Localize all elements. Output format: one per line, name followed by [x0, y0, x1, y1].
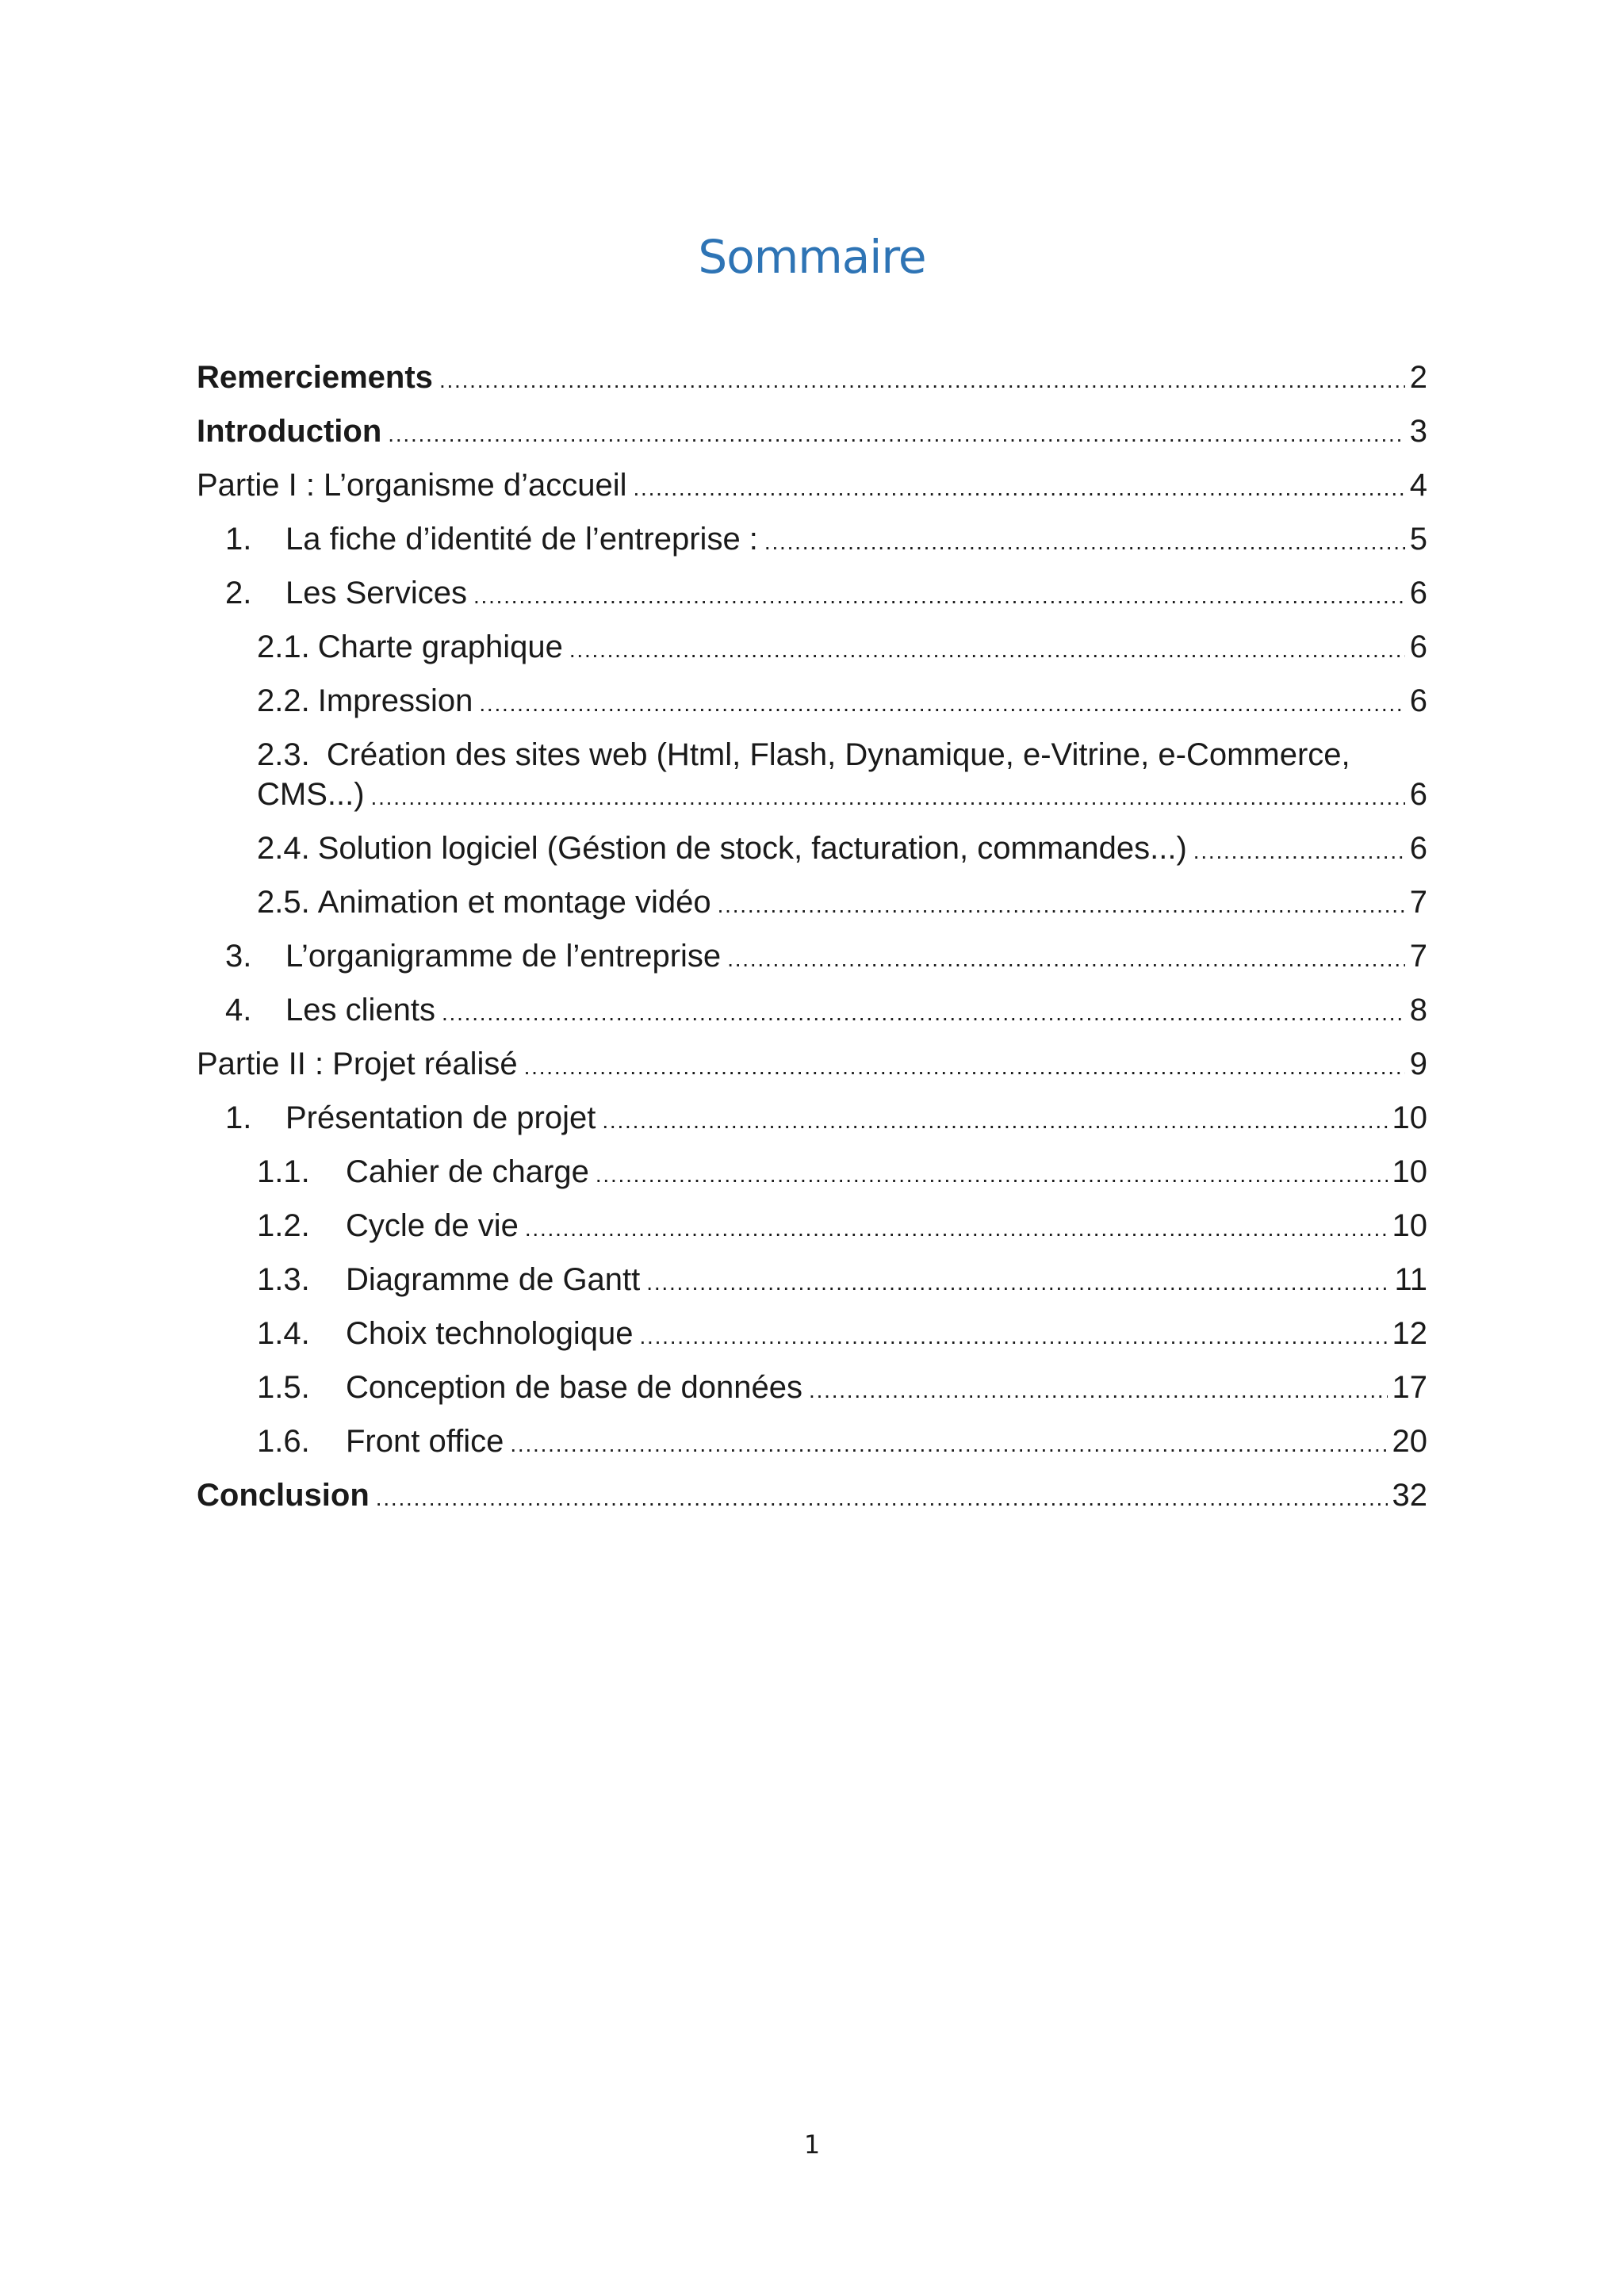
toc-entry-page: 5 — [1409, 522, 1427, 557]
dot-leader — [388, 412, 1404, 453]
toc-entry-label: Les Services — [285, 576, 467, 610]
dot-leader — [569, 628, 1405, 669]
dot-leader — [634, 466, 1405, 507]
toc-entry-page: 6 — [1409, 683, 1427, 718]
toc-entry-number: 1.2. — [257, 1208, 310, 1243]
toc-entry-label-line1: Création des sites web (Html, Flash, Dynamique, e-Vitrine, e-Commerce, — [326, 737, 1350, 772]
dot-leader — [473, 574, 1405, 615]
toc-entry-remerciements[interactable] — [197, 358, 1427, 400]
toc-entry-label: Charte graphique — [317, 629, 563, 664]
dot-leader — [442, 991, 1405, 1032]
toc-entry-page: 8 — [1409, 993, 1427, 1027]
toc-entry-number: 3. — [225, 939, 252, 974]
toc-entry-fiche-identite[interactable] — [225, 520, 1427, 561]
toc-entry-label: Remerciements — [197, 360, 433, 395]
toc-entry-impression[interactable] — [257, 682, 1427, 723]
toc-entry-solution-logiciel[interactable] — [257, 829, 1427, 871]
toc-entry-label: Conclusion — [197, 1478, 370, 1513]
toc-entry-label: Animation et montage vidéo — [317, 885, 711, 920]
toc-entry-page: 11 — [1394, 1262, 1427, 1297]
toc-entry-number: 2.2. — [257, 683, 310, 718]
toc-entry-label: Partie II : Projet réalisé — [197, 1047, 518, 1081]
dot-leader — [727, 937, 1405, 978]
toc-entry-page: 10 — [1392, 1100, 1427, 1135]
toc-entry-page: 6 — [1409, 629, 1427, 664]
toc-entry-label: Partie I : L’organisme d’accueil — [197, 468, 627, 503]
toc-entry-sites-web[interactable] — [257, 775, 1427, 817]
toc-entry-presentation-projet[interactable] — [225, 1099, 1427, 1140]
dot-leader — [371, 775, 1405, 817]
toc-entry-conclusion[interactable] — [197, 1476, 1427, 1517]
toc-entry-page: 17 — [1392, 1370, 1427, 1405]
toc-entry-organigramme[interactable] — [225, 937, 1427, 978]
toc-entry-number: 1.3. — [257, 1262, 310, 1297]
dot-leader — [524, 1045, 1405, 1086]
dot-leader — [596, 1153, 1388, 1194]
dot-leader — [479, 682, 1404, 723]
toc-entry-number: 1. — [225, 522, 252, 557]
dot-leader — [809, 1368, 1387, 1410]
toc-entry-label: Cahier de charge — [346, 1154, 589, 1189]
toc-entry-sites-web-line1[interactable] — [257, 736, 1350, 774]
toc-entry-gantt[interactable] — [257, 1261, 1427, 1302]
toc-entry-label: La fiche d’identité de l’entreprise : — [285, 522, 758, 557]
dot-leader — [525, 1207, 1388, 1248]
toc-entry-page: 32 — [1392, 1478, 1427, 1513]
toc-entry-number: 4. — [225, 993, 252, 1027]
toc-entry-page: 6 — [1409, 831, 1427, 866]
toc-entry-page: 7 — [1409, 885, 1427, 920]
toc-entry-page: 10 — [1392, 1154, 1427, 1189]
toc-entry-page: 6 — [1409, 576, 1427, 610]
dot-leader — [718, 883, 1405, 924]
toc-entry-number: 2. — [225, 576, 252, 610]
dot-leader — [439, 358, 1405, 400]
toc-entry-label: Front office — [346, 1424, 504, 1459]
toc-entry-label: L’organigramme de l’entreprise — [285, 939, 722, 974]
toc-entry-cycle-vie[interactable] — [257, 1207, 1427, 1248]
dot-leader — [639, 1314, 1387, 1356]
toc-entry-partie-1[interactable] — [197, 466, 1427, 507]
toc-entry-number: 1.6. — [257, 1424, 310, 1459]
toc-entry-label: Solution logiciel (Géstion de stock, facturation, commandes...) — [317, 831, 1187, 866]
page-number: 1 — [803, 2130, 821, 2160]
toc-entry-page: 7 — [1409, 939, 1427, 974]
toc-entry-number: 1. — [225, 1100, 252, 1135]
toc-entry-number: 1.5. — [257, 1370, 310, 1405]
dot-leader — [376, 1476, 1388, 1517]
toc-entry-page: 20 — [1392, 1424, 1427, 1459]
toc-entry-page: 2 — [1409, 360, 1427, 395]
toc-entry-page: 4 — [1409, 468, 1427, 503]
toc-entry-label: CMS...) — [257, 777, 365, 812]
toc-entry-page: 10 — [1392, 1208, 1427, 1243]
toc-entry-page: 6 — [1409, 777, 1427, 812]
toc-entry-label: Conception de base de données — [346, 1370, 803, 1405]
toc-entry-label: Impression — [317, 683, 473, 718]
toc-entry-number: 2.4. — [257, 831, 310, 866]
toc-entry-page: 3 — [1409, 414, 1427, 449]
page-title: Sommaire — [698, 230, 926, 284]
toc-entry-label: Diagramme de Gantt — [346, 1262, 641, 1297]
dot-leader — [1193, 829, 1405, 871]
toc-entry-animation-video[interactable] — [257, 883, 1427, 924]
toc-entry-label: Introduction — [197, 414, 382, 449]
toc-entry-label: Les clients — [285, 993, 435, 1027]
toc-entry-cahier-charge[interactable] — [257, 1153, 1427, 1194]
toc-entry-number: 2.1. — [257, 629, 310, 664]
toc-entry-introduction[interactable] — [197, 412, 1427, 453]
toc-entry-choix-technologique[interactable] — [257, 1314, 1427, 1356]
toc-entry-number: 2.5. — [257, 885, 310, 920]
toc-entry-charte-graphique[interactable] — [257, 628, 1427, 669]
toc-entry-number: 2.3. — [257, 737, 310, 772]
toc-entry-page: 9 — [1409, 1047, 1427, 1081]
toc-entry-number: 1.4. — [257, 1316, 310, 1351]
toc-entry-label: Présentation de projet — [285, 1100, 596, 1135]
toc-entry-front-office[interactable] — [257, 1422, 1427, 1464]
toc-entry-conception-bdd[interactable] — [257, 1368, 1427, 1410]
dot-leader — [764, 520, 1405, 561]
toc-entry-partie-2[interactable] — [197, 1045, 1427, 1086]
toc-entry-clients[interactable] — [225, 991, 1427, 1032]
dot-leader — [646, 1261, 1389, 1302]
toc-entry-label: Choix technologique — [346, 1316, 634, 1351]
toc-entry-page: 12 — [1392, 1316, 1427, 1351]
dot-leader — [510, 1422, 1387, 1464]
toc-entry-services[interactable] — [225, 574, 1427, 615]
dot-leader — [602, 1099, 1387, 1140]
toc-entry-number: 1.1. — [257, 1154, 310, 1189]
toc-entry-label: Cycle de vie — [346, 1208, 519, 1243]
